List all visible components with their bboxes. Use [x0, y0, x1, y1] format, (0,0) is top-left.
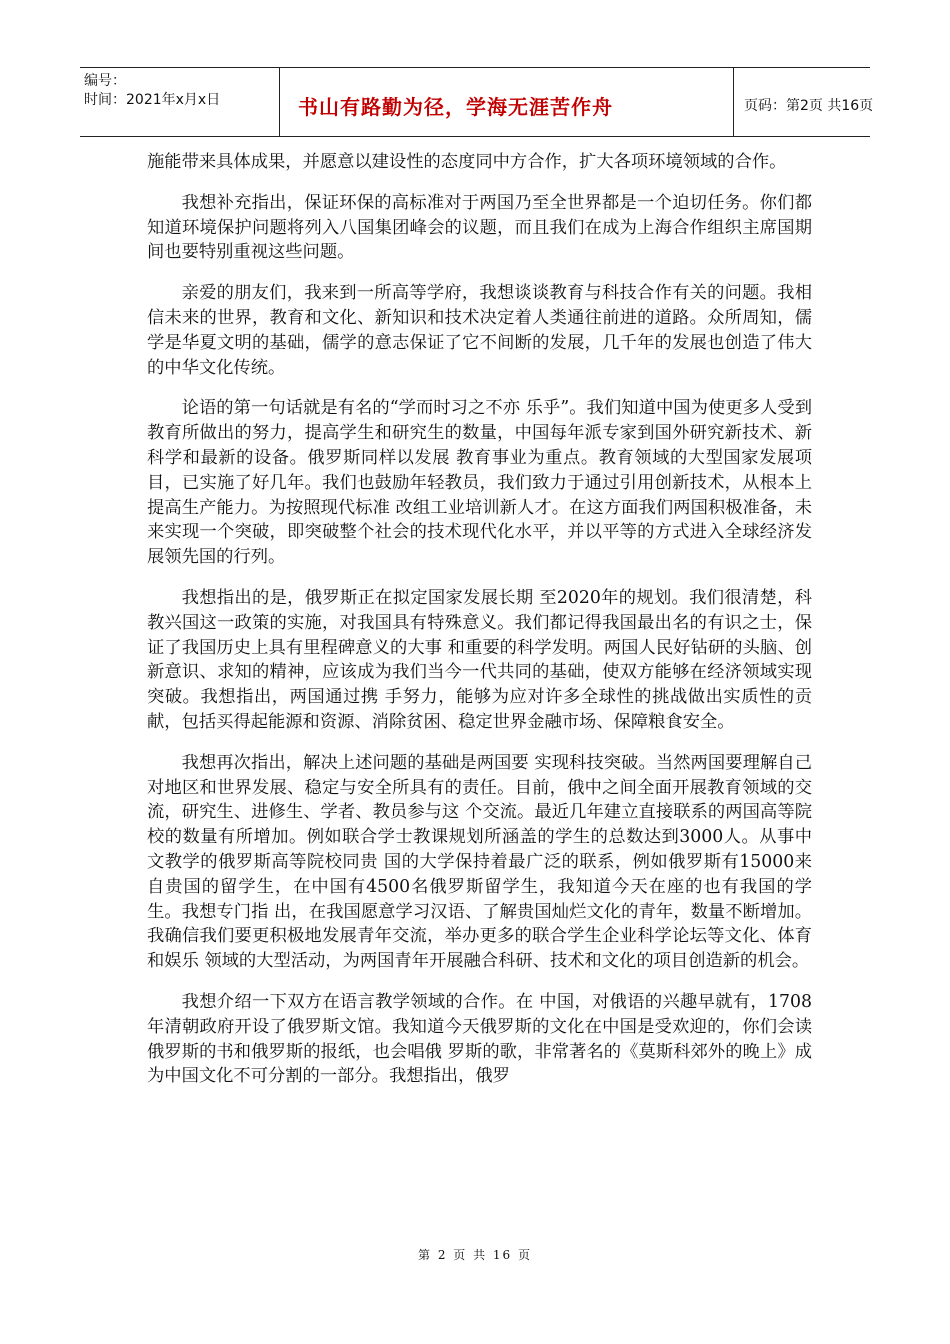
paragraph-7: 我想介绍一下双方在语言教学领域的合作。在 中国，对俄语的兴趣早就有，1708年清朝政府开设了俄罗斯文馆。我知道今天俄罗斯的文化在中国是受欢迎的，你们会读俄罗斯的书和俄罗斯的报纸，也会唱俄 罗斯的歌，非常著名的《莫斯科郊外的晚上》成为中国文化不可分割的一部分。我想指出，俄罗 — [147, 991, 812, 1087]
header-motto-cell — [280, 68, 734, 136]
paragraph-3: 亲爱的朋友们，我来到一所高等学府，我想谈谈教育与科技合作有关的问题。我相信未来的世界，教育和文化、新知识和技术决定着人类通往前进的道路。众所周知，儒学是华夏文明的基础，儒学的意志保证了它不间断的发展，几千年的发展也创造了伟大的中华文化传统。 — [147, 283, 812, 378]
header-page-cell — [734, 68, 874, 136]
document-date-label: 时间：2021年x月x日 — [84, 92, 221, 108]
paragraph-4: 论语的第一句话就是有名的“学而时习之不亦 乐乎”。我们知道中国为使更多人受到教育所做出的努力，提高学生和研究生的数量，中国每年派专家到国外研究新技术、新科学和最新的设备。俄罗斯同样以发展 教育事业为重点。教育领域的大型国家发展项目，已实施了好几年。我们也鼓励年轻教员，我们致力于通过引用创新技术，从根本上提高生产能力。为按照现代标准 改组工业培训新人才。在这方面我们两国积极准备，未来实现一个突破，即突破整个社会的技术现代化水平，并以平等的方式进入全球经济发展领先国的行列。 — [147, 398, 812, 568]
paragraph-1: 施能带来具体成果，并愿意以建设性的态度同中方合作，扩大各项环境领域的合作。 — [147, 152, 787, 172]
paragraph-6: 我想再次指出，解决上述问题的基础是两国要 实现科技突破。当然两国要理解自己对地区和世界发展、稳定与安全所具有的责任。目前，俄中之间全面开展教育领域的交流，研究生、进修生、学者、教员参与这 个交流。最近几年建立直接联系的两国高等院校的数量有所增加。例如联合学士教课规划所涵盖的学生的总数达到3000人。从事中文教学的俄罗斯高等院校同贵 国的大学保持着最广泛的联系，例如俄罗斯有15000来自贵国的留学生，在中国有4500名俄罗斯留学生，我知道今天在座的也有我国的学生。我想专门指 出，在我国愿意学习汉语、了解贵国灿烂文化的青年，数量不断增加。我确信我们要更积极地发展青年交流，举办更多的联合学生企业科学论坛等文化、体育和娱乐 领域的大型活动，为两国青年开展融合科研、技术和文化的项目创造新的机会。 — [147, 752, 812, 972]
header-motto: 书山有路勤为径，学海无涯苦作舟 — [298, 95, 613, 119]
document-body — [147, 150, 812, 1105]
header-page-info: 页码：第2页 共16页 — [744, 98, 874, 114]
page-footer: 第 2 页 共 16 页 — [418, 1248, 532, 1262]
header-meta-cell — [80, 68, 280, 136]
page-header — [80, 67, 874, 137]
paragraph-5: 我想指出的是，俄罗斯正在拟定国家发展长期 至2020年的规划。我们很清楚，科教兴国这一政策的实施，对我国具有特殊意义。我们都记得我国最出名的有识之士，保证了我国历史上具有里程碑意义的大事 和重要的科学发明。两国人民好钻研的头脑、创新意识、求知的精神，应该成为我们当今一代共同的基础，使双方能够在经济领域实现突破。我想指出，两国通过携 手努力，能够为应对许多全球性的挑战做出实质性的贡献，包括买得起能源和资源、消除贫困、稳定世界金融市场、保障粮食安全。 — [147, 587, 812, 732]
document-number-label: 编号： — [84, 73, 126, 89]
paragraph-2: 我想补充指出，保证环保的高标准对于两国乃至全世界都是一个迫切任务。你们都知道环境保护问题将列入八国集团峰会的议题，而且我们在成为上海合作组织主席国期间也要特别重视这些问题。 — [147, 192, 812, 263]
